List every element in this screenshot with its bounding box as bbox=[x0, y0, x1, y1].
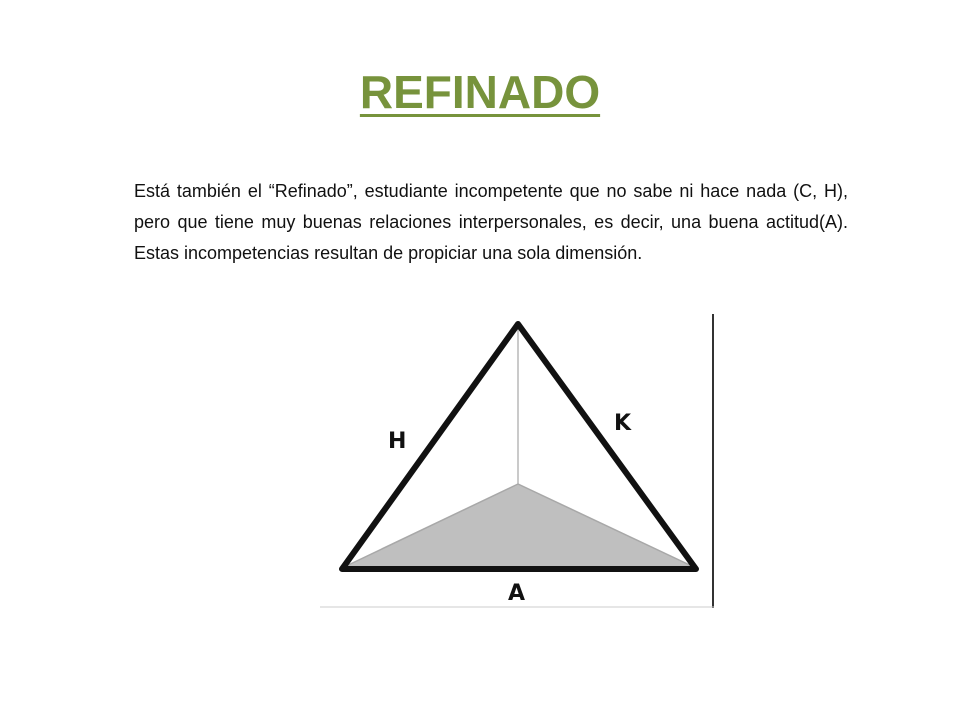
triangle-figure bbox=[320, 312, 716, 610]
slide-title: REFINADO bbox=[359, 66, 601, 118]
label-h: H bbox=[388, 429, 407, 454]
label-a: A bbox=[508, 581, 526, 606]
triangle-diagram bbox=[320, 312, 716, 610]
label-k: K bbox=[614, 411, 632, 436]
body-paragraph: Está también el “Refinado”, estudiante incompetente que no sabe ni hace nada (C, H), pero que tiene muy buenas relaciones interpersonales, es decir, una buena actitud(A). Estas incompetencias resultan de propiciar una sola dimensión. bbox=[134, 181, 848, 263]
